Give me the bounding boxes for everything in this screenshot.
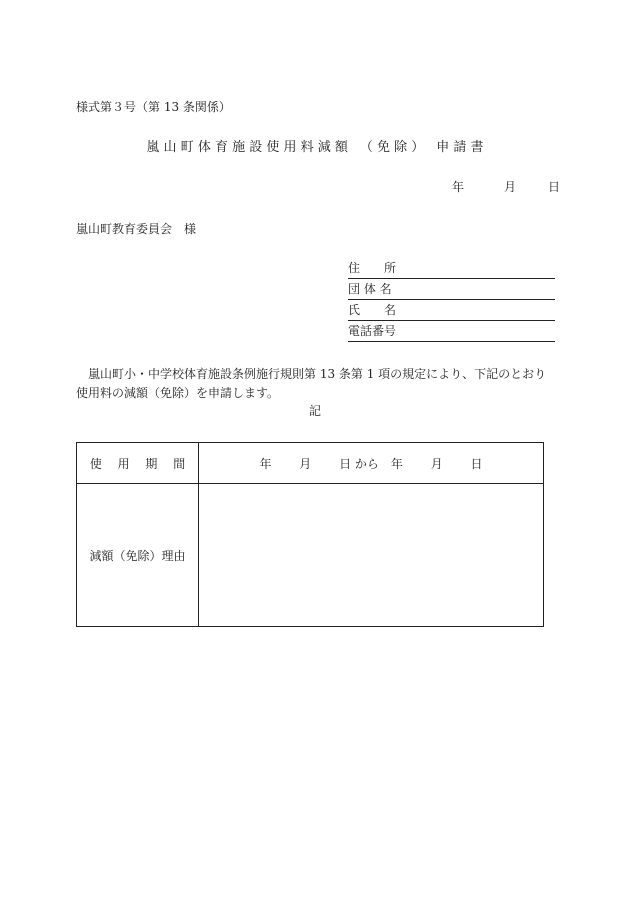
- ki-heading: 記: [308, 404, 321, 418]
- period-value[interactable]: 年 月 日 から 年 月 日: [199, 443, 544, 484]
- date-line: [452, 181, 560, 193]
- title-suffix: 申 請 書: [436, 140, 484, 155]
- body-text: 嵐山町小・中学校体育施設条例施行規則第 13 条第 1 項の規定により、下記のとおり使用料の減額（免除）を申請します。: [76, 367, 547, 400]
- group-name-label: 団 体 名: [348, 282, 392, 296]
- name-field[interactable]: [348, 300, 555, 321]
- date-year: 年: [452, 180, 465, 194]
- address-label: 住 所: [348, 261, 397, 275]
- date-month: 月: [504, 180, 517, 194]
- addressee: 嵐山町教育委員会 様: [76, 222, 197, 236]
- group-name-field[interactable]: [348, 279, 555, 300]
- title-main: 嵐 山 町 体 育 施 設 使 用 料 減 額: [146, 140, 348, 155]
- reason-row: [77, 484, 544, 627]
- name-label: 氏 名: [348, 303, 397, 317]
- phone-label: 電話番号: [348, 324, 397, 338]
- title-paren: （ 免 除 ）: [359, 140, 425, 155]
- phone-field[interactable]: [348, 321, 555, 342]
- form-number: 様式第３号（第 13 条関係）: [76, 100, 231, 114]
- application-table: [76, 442, 544, 627]
- reason-input-cell[interactable]: [199, 484, 544, 627]
- period-label: 使 用 期 間: [77, 443, 199, 484]
- reason-label: 減額（免除）理由: [77, 484, 199, 627]
- date-day: 日: [548, 180, 561, 194]
- period-row: [77, 443, 544, 484]
- document-title: [0, 141, 630, 154]
- address-field[interactable]: [348, 258, 555, 279]
